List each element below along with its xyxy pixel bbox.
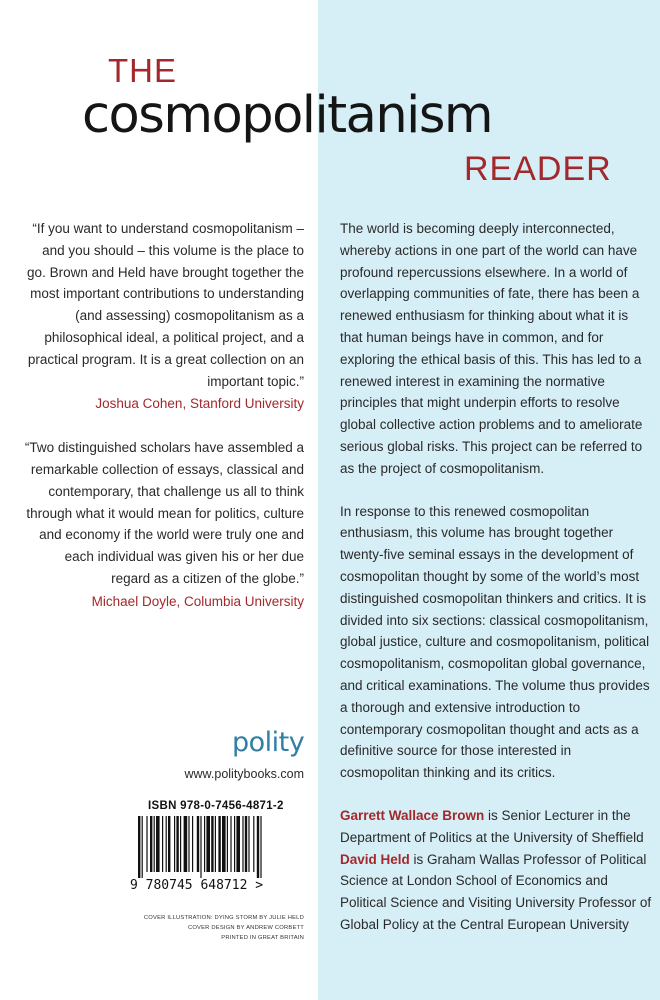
credit-line: COVER ILLUSTRATION: DYING STORM BY JULIE HELD: [143, 915, 304, 921]
book-description: [340, 218, 652, 936]
credit-line: COVER DESIGN BY ANDREW CORBETT: [187, 925, 304, 931]
quote-text: “Two distinguished scholars have assembled a remarkable collection of essays, classical and contemporary, that challenge us all to think through what it would mean for politics, culture and economy if the world were truly one and each individual was given his or her due regard as a citizen of the globe.”: [24, 440, 304, 586]
quote-attribution: Joshua Cohen, Stanford University: [95, 396, 304, 412]
isbn-label: ISBN 978-0-7456-4871-2: [148, 800, 284, 812]
author-bio-text: is Senior Lecturer in the Department of Politics at the University of Sheffield: [340, 807, 644, 845]
author-name: David Held: [340, 851, 410, 867]
credit-line: PRINTED IN GREAT BRITAIN: [221, 935, 304, 941]
author-name: Garrett Wallace Brown: [340, 807, 485, 823]
description-paragraph: The world is becoming deeply interconnected, whereby actions in one part of the world can have profound repercussions elsewhere. In a world of overlapping communities of fate, there has been a renewed enthusiasm for thinking about what it is that human beings have in common, and for exploring the ethical basis of this. This has led to a renewed interest in examining the normative principles that might underpin efforts to resolve global collective action problems and to ameliorate serious global risks. This project can be referred to as the project of cosmopolitanism.: [340, 221, 643, 476]
barcode-icon: [134, 816, 298, 878]
barcode-digits: 9 780745 648712 >: [130, 878, 264, 893]
description-paragraph: In response to this renewed cosmopolitan enthusiasm, this volume has brought together twenty-five seminal essays in the development of cosmopolitan thought by some of the world’s most distinguished cosmopolitan thinkers and critics. It is divided into six sections: classical cosmopolitanism, global justice, culture and cosmopolitanism, political cosmopolitanism, cosmopolitan global governance, and critical examinations. The volume thus provides a thorough and extensive introduction to contemporary cosmopolitan thought and acts as a definitive source for those interested in cosmopolitan thinking and its critics.: [340, 503, 650, 781]
quote-text: “If you want to understand cosmopolitanism – and you should – this volume is the place to go. Brown and Held have brought together the most important contributions to understanding (and assessing) cosmopolitanism as a philosophical ideal, a political project, and a practical program. It is a great collection on an important topic.”: [27, 221, 304, 389]
author-bio: [340, 805, 652, 849]
endorsement-quote: [24, 437, 304, 612]
publisher-logo: polity: [232, 727, 305, 758]
endorsement-quote: [24, 218, 304, 415]
title-reader: READER: [464, 150, 612, 188]
publisher-website: www.politybooks.com: [184, 767, 304, 781]
endorsements: [24, 218, 304, 613]
book-title: cosmopolitanism: [82, 86, 493, 145]
isbn-barcode: [128, 796, 304, 906]
quote-attribution: Michael Doyle, Columbia University: [91, 593, 304, 609]
author-bios: [340, 805, 652, 936]
title-the: THE: [108, 52, 177, 89]
cover-credits: [120, 913, 304, 943]
author-bio-text: is Graham Wallas Professor of Political Science at London School of Economics and Political Science and Visiting University Professor of Global Policy at the Central European University: [340, 851, 652, 932]
author-bio: [340, 849, 652, 936]
